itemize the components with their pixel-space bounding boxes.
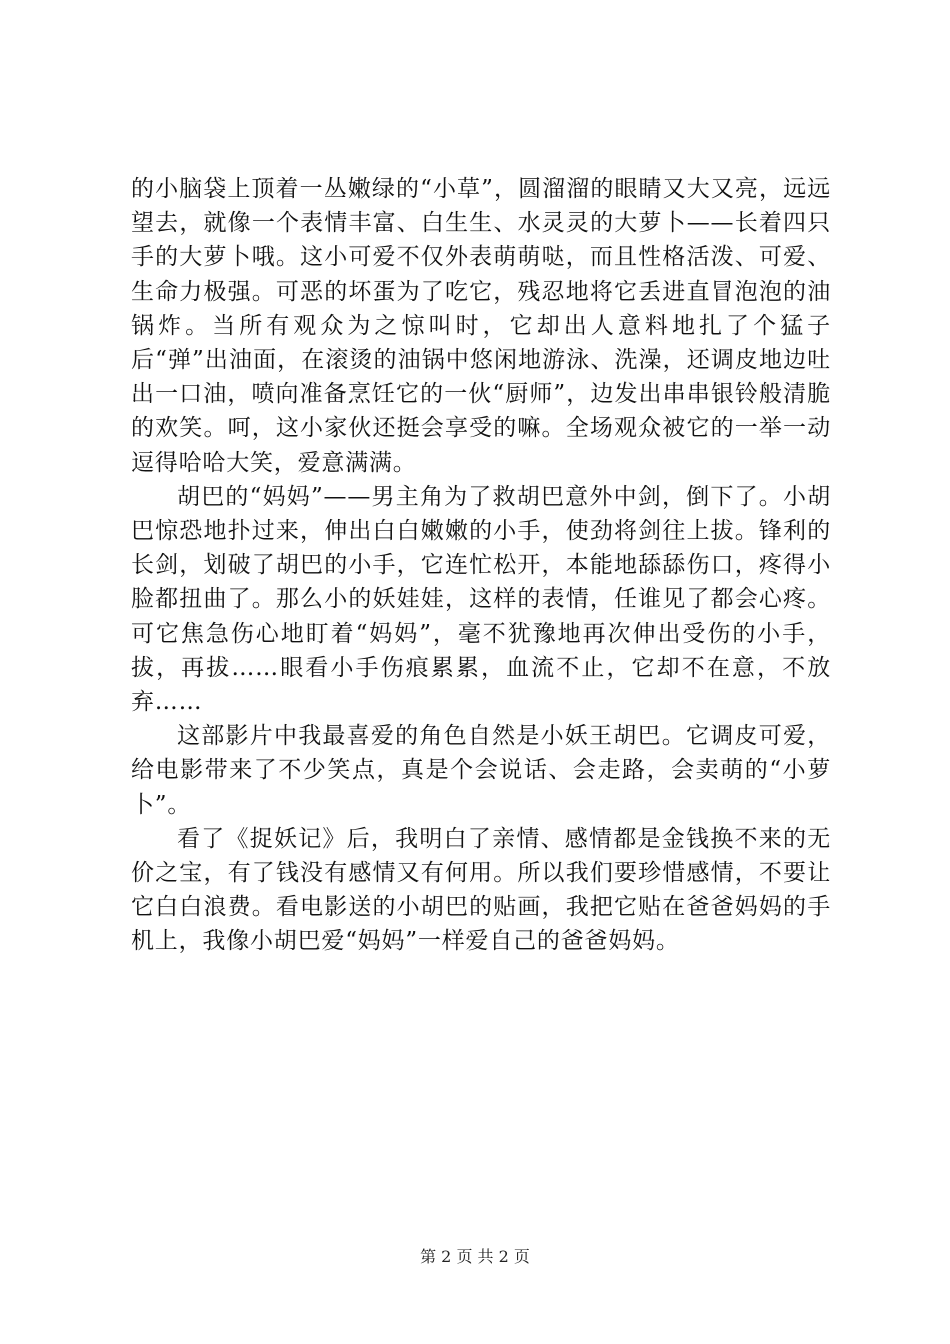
page-number-footer: 第 2 页 共 2 页 (420, 1247, 530, 1266)
paragraph-continuation: 的小脑袋上顶着一丛嫩绿的“小草”，圆溜溜的眼睛又大又亮，远远望去，就像一个表情丰富、白生生、水灵灵的大萝卜——长着四只手的大萝卜哦。这小可爱不仅外表萌萌哒，而且性格活泼、可爱、生命力极强。可恶的坏蛋为了吃它，残忍地将它丢进直冒泡泡的油锅炸。当所有观众为之惊叫时，它却出人意料地扎了个猛子后“弹”出油面，在滚烫的油锅中悠闲地游泳、洗澡，还调皮地边吐出一口油，喷向准备烹饪它的一伙“厨师”，边发出串串银铃般清脆的欢笑。呵，这小家伙还挺会享受的嘛。全场观众被它的一举一动逗得哈哈大笑，爱意满满。 (131, 176, 831, 476)
paragraph-huba-mother: 胡巴的“妈妈”——男主角为了救胡巴意外中剑，倒下了。小胡巴惊恐地扑过来，伸出白白嫩嫩的小手，使劲将剑往上拔。锋利的长剑，划破了胡巴的小手，它连忙松开，本能地舔舔伤口，疼得小脸都扭曲了。那么小的妖娃娃，这样的表情，任谁见了都会心疼。可它焦急伤心地盯着“妈妈”，毫不犹豫地再次伸出受伤的小手，拔，再拔……眼看小手伤痕累累，血流不止，它却不在意，不放弃…… (131, 483, 831, 716)
paragraph-favorite-character: 这部影片中我最喜爱的角色自然是小妖王胡巴。它调皮可爱，给电影带来了不少笑点，真是个会说话、会走路，会卖萌的“小萝卜”。 (131, 723, 831, 818)
paragraph-conclusion: 看了《捉妖记》后，我明白了亲情、感情都是金钱换不来的无价之宝，有了钱没有感情又有何用。所以我们要珍惜感情，不要让它白白浪费。看电影送的小胡巴的贴画，我把它贴在爸爸妈妈的手机上，我像小胡巴爱“妈妈”一样爱自己的爸爸妈妈。 (131, 825, 831, 955)
document-body (131, 172, 831, 959)
